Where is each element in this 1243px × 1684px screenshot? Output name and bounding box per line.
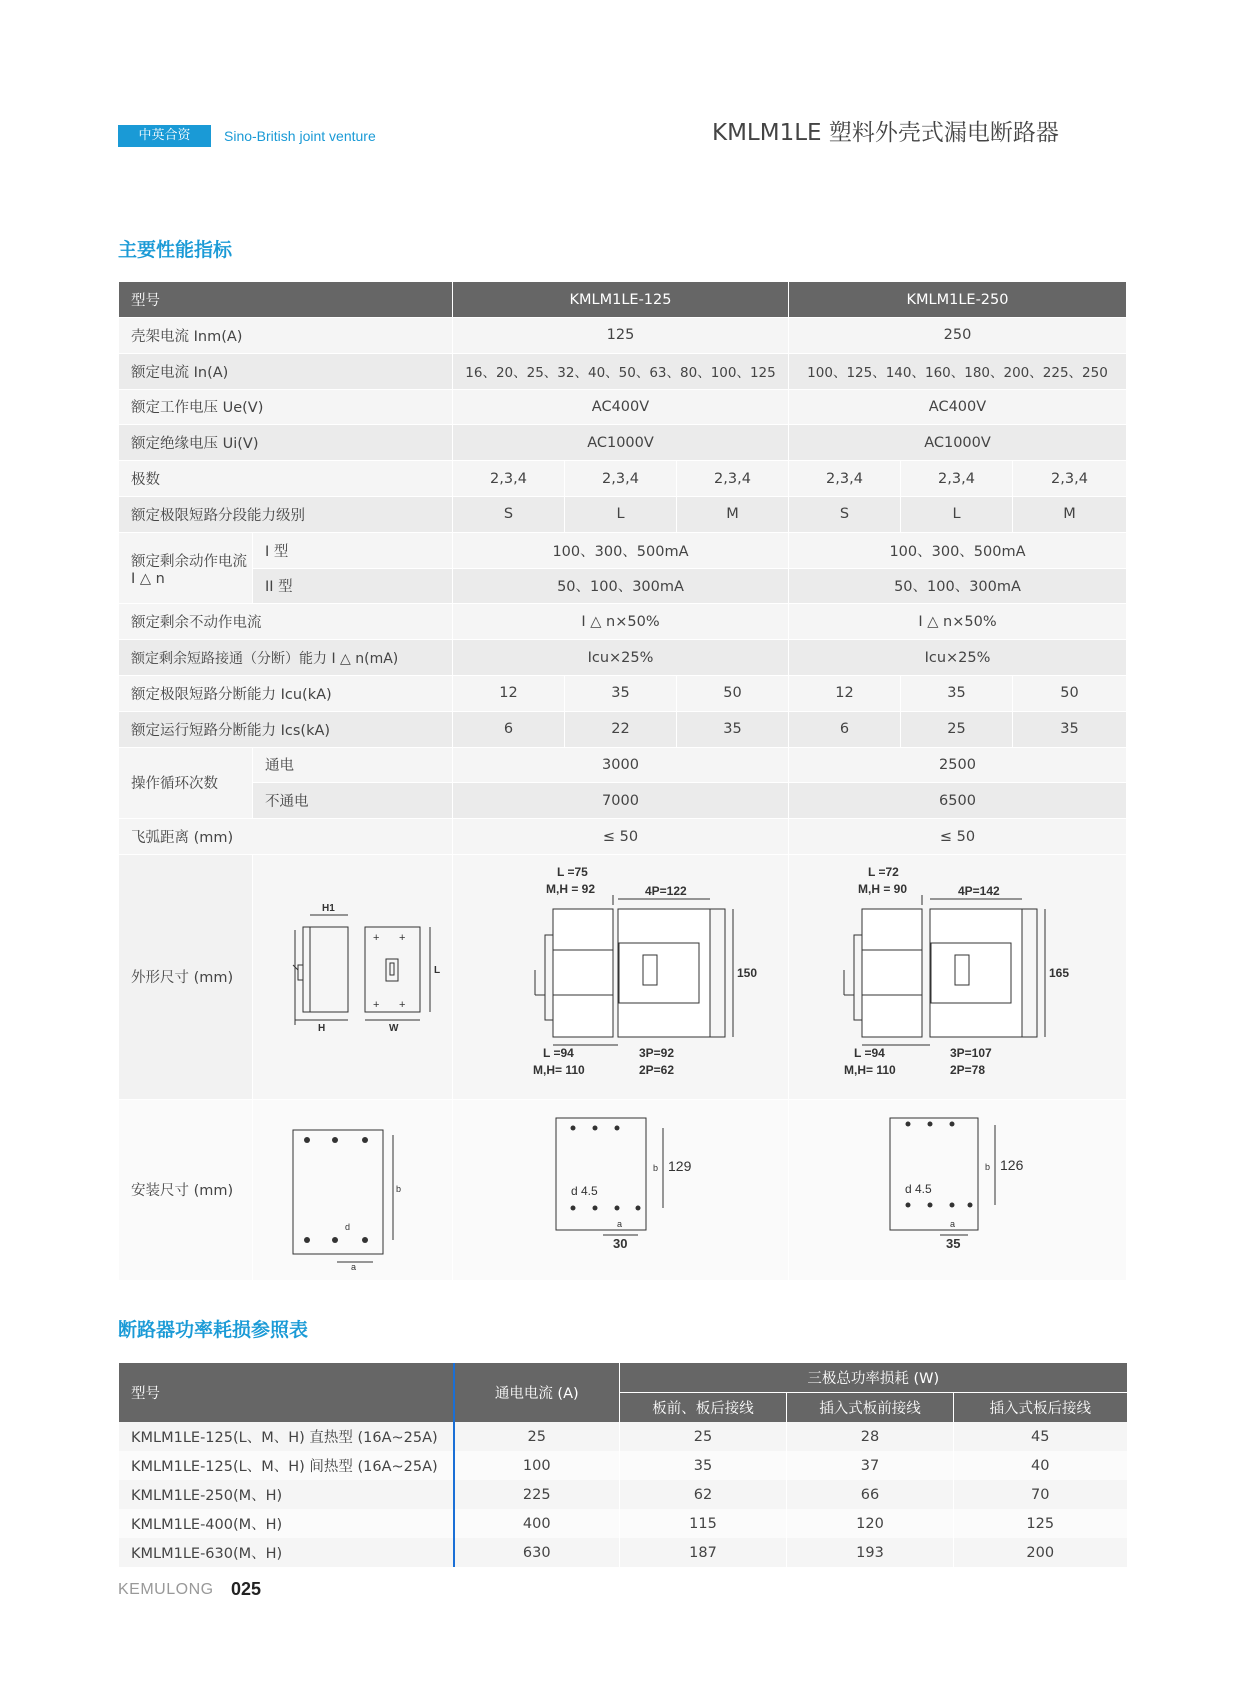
loss-c2: 120 (787, 1509, 954, 1538)
spec-row (119, 461, 1127, 497)
spec-value: I △ n×50% (789, 604, 1127, 640)
spec-value: 12 (453, 675, 565, 711)
spec-value: 2,3,4 (677, 461, 789, 497)
spec-value: AC1000V (789, 425, 1127, 461)
loss-model: KMLM1LE-400(M、H) (119, 1509, 454, 1538)
loss-model: KMLM1LE-125(L、M、H) 直热型 (16A~25A) (119, 1422, 454, 1451)
loss-header-current: 通电电流 (A) (454, 1363, 620, 1422)
outline-generic-diagram (255, 855, 451, 1095)
spec-value: 50 (1013, 675, 1127, 711)
loss-c3: 125 (954, 1509, 1127, 1538)
spec-sublabel: 通电 (253, 747, 453, 783)
spec-label: 外形尺寸 (mm) (119, 854, 253, 1099)
loss-c3: 40 (954, 1451, 1127, 1480)
spec-row (119, 425, 1127, 461)
outline-125-4p: 4P=122 (645, 883, 687, 898)
loss-row (119, 1422, 1127, 1451)
mounting-250-cell (789, 1099, 1127, 1280)
outline-h-label: H (317, 1022, 325, 1034)
spec-value: Icu×25% (789, 640, 1127, 676)
outline-250-l-bot: L =94 (853, 1045, 885, 1060)
spec-value: AC1000V (453, 425, 789, 461)
outline-125-mh-top: M,H = 92 (546, 881, 596, 896)
spec-label: 极数 (119, 461, 453, 497)
loss-c3: 70 (954, 1480, 1127, 1509)
spec-value: ≤ 50 (789, 819, 1127, 855)
loss-model: KMLM1LE-250(M、H) (119, 1480, 454, 1509)
loss-c1: 115 (620, 1509, 787, 1538)
spec-value: 25 (901, 711, 1013, 747)
footer-brand: KEMULONG (118, 1581, 214, 1598)
spec-value: 22 (565, 711, 677, 747)
loss-table (118, 1363, 1127, 1567)
svg-text:+: + (372, 931, 379, 944)
outline-250-mh-top: M,H = 90 (857, 881, 907, 896)
loss-model: KMLM1LE-630(M、H) (119, 1538, 454, 1567)
outline-250-cell (789, 854, 1127, 1099)
spec-value: S (789, 496, 901, 532)
spec-label: 飞弧距离 (mm) (119, 819, 453, 855)
loss-c3: 200 (954, 1538, 1127, 1567)
spec-row (119, 640, 1127, 676)
spec-value: 6500 (789, 783, 1127, 819)
mounting-250-bval: 126 (999, 1156, 1023, 1173)
spec-value: 2500 (789, 747, 1127, 783)
spec-sublabel: 不通电 (253, 783, 453, 819)
spec-header-row (119, 282, 1127, 318)
spec-value: 2,3,4 (565, 461, 677, 497)
spec-header-125: KMLM1LE-125 (453, 282, 789, 318)
spec-label: 额定工作电压 Ue(V) (119, 389, 453, 425)
outline-125-2p: 2P=62 (639, 1062, 675, 1077)
outline-250-mh-bot: M,H= 110 (843, 1062, 896, 1077)
spec-value: M (677, 496, 789, 532)
mounting-250-aval: 35 (945, 1235, 960, 1251)
mounting-b-label: b (395, 1183, 401, 1194)
outline-250-height: 165 (1048, 965, 1069, 980)
spec-value: ≤ 50 (453, 819, 789, 855)
mounting-row (119, 1099, 1127, 1280)
spec-label: 额定绝缘电压 Ui(V) (119, 425, 453, 461)
spec-value: 100、125、140、160、180、200、225、250 (789, 353, 1127, 389)
spec-label: 额定剩余动作电流 I △ n (119, 532, 253, 604)
spec-value: 250 (789, 318, 1127, 354)
mounting-generic-diagram (255, 1100, 451, 1276)
outline-row (119, 854, 1127, 1099)
mounting-125-bval: 129 (668, 1157, 692, 1174)
spec-value: 6 (453, 711, 565, 747)
loss-c2: 28 (787, 1422, 954, 1451)
spec-row (119, 675, 1127, 711)
outline-w-label: W (388, 1022, 398, 1034)
outline-250-4p: 4P=142 (957, 883, 1000, 898)
spec-row (119, 318, 1127, 354)
spec-value: 35 (677, 711, 789, 747)
mounting-125-b: b (653, 1162, 659, 1173)
mounting-250-a: a (949, 1218, 955, 1229)
mounting-generic-cell (253, 1099, 453, 1280)
spec-row (119, 389, 1127, 425)
page-title: KMLM1LE 塑料外壳式漏电断路器 (712, 120, 1059, 146)
spec-value: I △ n×50% (453, 604, 789, 640)
spec-value: 100、300、500mA (789, 532, 1127, 568)
loss-header-row (119, 1363, 1127, 1393)
loss-header-c3: 插入式板后接线 (954, 1393, 1127, 1423)
outline-125-l-bot: L =94 (543, 1045, 574, 1060)
spec-value: Icu×25% (453, 640, 789, 676)
spec-label: 额定运行短路分断能力 Ics(kA) (119, 711, 453, 747)
spec-value: 12 (789, 675, 901, 711)
mounting-125-aval: 30 (613, 1235, 628, 1251)
loss-row (119, 1509, 1127, 1538)
svg-text:+: + (372, 998, 379, 1011)
spec-value: 6 (789, 711, 901, 747)
loss-header-model: 型号 (119, 1363, 454, 1422)
spec-row (119, 496, 1127, 532)
spec-label: 壳架电流 Inm(A) (119, 318, 453, 354)
loss-header-c1: 板前、板后接线 (620, 1393, 787, 1423)
outline-125-cell (453, 854, 789, 1099)
loss-c1: 187 (620, 1538, 787, 1567)
spec-label: 额定剩余不动作电流 (119, 604, 453, 640)
spec-value: AC400V (453, 389, 789, 425)
spec-row (119, 353, 1127, 389)
outline-250-diagram (790, 855, 1126, 1095)
venture-badge: 中英合资 (118, 125, 211, 147)
spec-value: 7000 (453, 783, 789, 819)
spec-section-title: 主要性能指标 (118, 239, 233, 261)
loss-section-title: 断路器功率耗损参照表 (118, 1319, 309, 1341)
spec-value: 2,3,4 (789, 461, 901, 497)
loss-row (119, 1480, 1127, 1509)
loss-c1: 35 (620, 1451, 787, 1480)
spec-value: 3000 (453, 747, 789, 783)
spec-value: 16、20、25、32、40、50、63、80、100、125 (453, 353, 789, 389)
spec-value: 35 (565, 675, 677, 711)
spec-value: S (453, 496, 565, 532)
spec-value: L (565, 496, 677, 532)
spec-header-model: 型号 (119, 282, 453, 318)
venture-subtitle: Sino-British joint venture (224, 128, 376, 144)
spec-row (119, 568, 1127, 604)
spec-value: 50、100、300mA (453, 568, 789, 604)
loss-row (119, 1451, 1127, 1480)
spec-value: 2,3,4 (1013, 461, 1127, 497)
loss-current: 225 (454, 1480, 620, 1509)
spec-label: 安装尺寸 (mm) (119, 1099, 253, 1280)
loss-c1: 25 (620, 1422, 787, 1451)
outline-250-3p: 3P=107 (949, 1045, 992, 1060)
mounting-125-diagram (453, 1100, 789, 1276)
loss-c2: 193 (787, 1538, 954, 1567)
spec-value: 35 (1013, 711, 1127, 747)
spec-label: 额定极限短路分段能力级别 (119, 496, 453, 532)
spec-sublabel: II 型 (253, 568, 453, 604)
spec-value: M (1013, 496, 1127, 532)
mounting-125-cell (453, 1099, 789, 1280)
mounting-125-a: a (617, 1218, 623, 1229)
outline-generic-cell (253, 854, 453, 1099)
outline-125-3p: 3P=92 (639, 1045, 675, 1060)
loss-header-c2: 插入式板前接线 (787, 1393, 954, 1423)
outline-125-mh-bot: M,H= 110 (533, 1062, 585, 1077)
loss-current: 25 (454, 1422, 620, 1451)
spec-row (119, 711, 1127, 747)
spec-row (119, 819, 1127, 855)
loss-c3: 45 (954, 1422, 1127, 1451)
svg-text:+: + (398, 998, 405, 1011)
spec-header-250: KMLM1LE-250 (789, 282, 1127, 318)
spec-label: 额定剩余短路接通（分断）能力 I △ n(mA) (119, 640, 453, 676)
spec-label: 操作循环次数 (119, 747, 253, 819)
spec-value: 35 (901, 675, 1013, 711)
outline-125-height: 150 (737, 965, 758, 980)
loss-current: 630 (454, 1538, 620, 1567)
outline-125-l-top: L =75 (557, 864, 588, 879)
loss-c2: 37 (787, 1451, 954, 1480)
loss-c2: 66 (787, 1480, 954, 1509)
outline-h1-label: H1 (321, 902, 335, 914)
outline-125-diagram (453, 855, 789, 1095)
spec-label: 额定电流 In(A) (119, 353, 453, 389)
mounting-a-label: a (350, 1261, 356, 1272)
outline-250-2p: 2P=78 (949, 1062, 985, 1077)
loss-c1: 62 (620, 1480, 787, 1509)
spec-value: L (901, 496, 1013, 532)
svg-text:+: + (398, 931, 405, 944)
loss-model: KMLM1LE-125(L、M、H) 间热型 (16A~25A) (119, 1451, 454, 1480)
mounting-250-b: b (984, 1161, 990, 1172)
outline-l-label: L (433, 964, 440, 976)
spec-value: 2,3,4 (901, 461, 1013, 497)
spec-table (118, 281, 1127, 1281)
loss-header-total: 三极总功率损耗 (W) (620, 1363, 1127, 1393)
spec-row (119, 604, 1127, 640)
mounting-250-diagram (790, 1100, 1126, 1276)
spec-row (119, 783, 1127, 819)
spec-value: 50、100、300mA (789, 568, 1127, 604)
page-number: 025 (231, 1579, 262, 1599)
spec-label: 额定极限短路分断能力 Icu(kA) (119, 675, 453, 711)
spec-sublabel: I 型 (253, 532, 453, 568)
mounting-d-label: d (344, 1221, 350, 1232)
spec-value: 100、300、500mA (453, 532, 789, 568)
mounting-125-d: d 4.5 (571, 1183, 598, 1198)
mounting-250-d: d 4.5 (904, 1181, 932, 1196)
spec-value: AC400V (789, 389, 1127, 425)
spec-row (119, 747, 1127, 783)
loss-row (119, 1538, 1127, 1567)
spec-value: 50 (677, 675, 789, 711)
outline-250-l-top: L =72 (867, 864, 899, 879)
loss-current: 100 (454, 1451, 620, 1480)
spec-value: 125 (453, 318, 789, 354)
loss-current: 400 (454, 1509, 620, 1538)
spec-value: 2,3,4 (453, 461, 565, 497)
spec-row (119, 532, 1127, 568)
